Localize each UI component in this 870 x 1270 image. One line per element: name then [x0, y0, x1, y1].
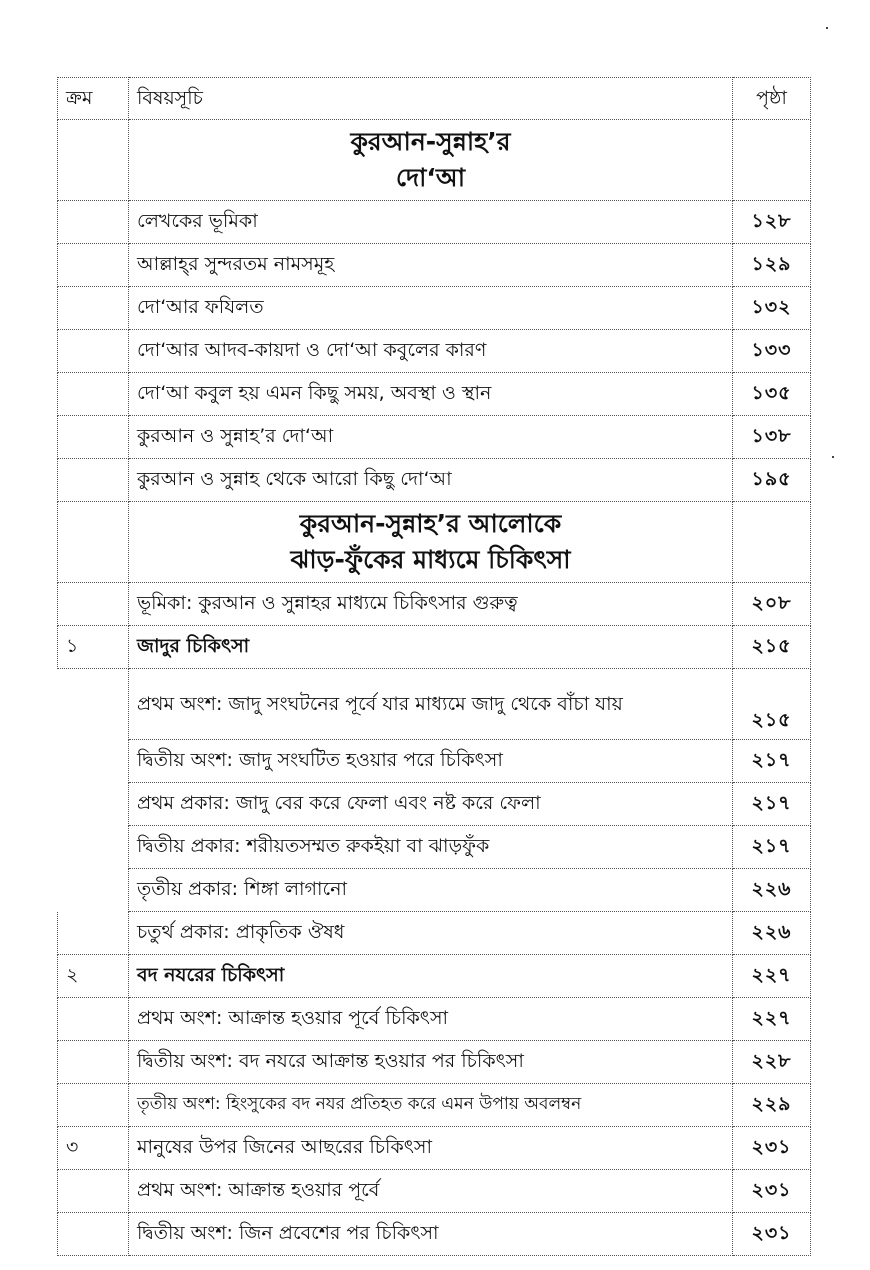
row-topic: দো‘আ কবুল হয় এমন কিছু সময়, অবস্থা ও স্থান	[129, 373, 733, 416]
row-topic: কুরআন ও সুন্নাহ থেকে আরো কিছু দো‘আ	[129, 459, 733, 502]
row-page: ২২৮	[733, 1041, 811, 1084]
row-serial	[58, 330, 129, 373]
toc-row	[58, 1041, 811, 1084]
stray-dot	[826, 27, 828, 29]
row-topic: প্রথম অংশ: জাদু সংঘটনের পূর্বে যার মাধ্যমে জাদু থেকে বাঁচা যায়	[129, 669, 733, 740]
section-title	[129, 120, 733, 201]
row-topic: বদ নযরের চিকিৎসা	[129, 955, 733, 998]
row-topic: ভূমিকা: কুরআন ও সুন্নাহর মাধ্যমে চিকিৎসার গুরুত্ব	[129, 583, 733, 626]
row-serial	[58, 583, 129, 626]
row-serial	[58, 869, 129, 912]
header-serial: ক্রম	[58, 78, 129, 120]
section-title-line: ঝাড়-ফুঁকের মাধ্যমে চিকিৎসা	[290, 545, 571, 574]
row-topic: দ্বিতীয় অংশ: বদ নযরে আক্রান্ত হওয়ার পর চিকিৎসা	[129, 1041, 733, 1084]
toc-row	[58, 783, 811, 826]
toc-row	[58, 1084, 811, 1127]
section-title-line: দো‘আ	[395, 163, 466, 192]
toc-row	[58, 583, 811, 626]
toc-row	[58, 287, 811, 330]
stray-dot	[832, 456, 834, 458]
row-page: ২৩১	[733, 1213, 811, 1256]
toc-row	[58, 1213, 811, 1256]
row-topic: লেখকের ভূমিকা	[129, 201, 733, 244]
row-page: ২২৭	[733, 955, 811, 998]
toc-row	[58, 998, 811, 1041]
row-page: ২১৭	[733, 826, 811, 869]
row-topic: জাদুর চিকিৎসা	[129, 626, 733, 669]
section-title-line: কুরআন-সুন্নাহ’র	[350, 126, 511, 156]
row-page: ১৩৮	[733, 416, 811, 459]
row-page: ২২৭	[733, 998, 811, 1041]
row-serial: ২	[58, 955, 129, 998]
table-header-row	[58, 78, 811, 120]
row-topic: দ্বিতীয় অংশ: জিন প্রবেশের পর চিকিৎসা	[129, 1213, 733, 1256]
row-topic: দ্বিতীয় অংশ: জাদু সংঘটিত হওয়ার পরে চিকিৎসা	[129, 740, 733, 783]
section-title	[129, 502, 733, 583]
row-topic: প্রথম প্রকার: জাদু বের করে ফেলা এবং নষ্ট করে ফেলা	[129, 783, 733, 826]
row-topic: চতুর্থ প্রকার: প্রাকৃতিক ঔষধ	[129, 912, 733, 955]
row-serial	[58, 201, 129, 244]
row-serial	[58, 998, 129, 1041]
row-page: ২১৫	[733, 669, 811, 740]
row-topic: মানুষের উপর জিনের আছরের চিকিৎসা	[129, 1127, 733, 1170]
row-serial	[58, 826, 129, 869]
row-serial	[58, 740, 129, 783]
toc-chapter-row	[58, 955, 811, 998]
row-serial	[58, 912, 129, 955]
row-page: ১৩৫	[733, 373, 811, 416]
row-page: ২২৬	[733, 869, 811, 912]
row-serial	[58, 1170, 129, 1213]
toc-row	[58, 740, 811, 783]
toc-row	[58, 869, 811, 912]
toc-chapter-row	[58, 626, 811, 669]
row-serial	[58, 1041, 129, 1084]
row-topic: দো‘আর আদব-কায়দা ও দো‘আ কবুলের কারণ	[129, 330, 733, 373]
row-page: ২৩১	[733, 1127, 811, 1170]
header-page: পৃষ্ঠা	[733, 78, 811, 120]
row-serial: ৩	[58, 1127, 129, 1170]
row-serial	[58, 373, 129, 416]
row-page: ১৯৫	[733, 459, 811, 502]
toc-row	[58, 459, 811, 502]
row-topic: তৃতীয় অংশ: হিংসুকের বদ নযর প্রতিহত করে এমন উপায় অবলম্বন	[129, 1084, 733, 1127]
row-page: ১৩৩	[733, 330, 811, 373]
row-serial	[58, 244, 129, 287]
row-serial	[58, 1084, 129, 1127]
row-serial	[58, 783, 129, 826]
row-topic: আল্লাহ্‌র সুন্দরতম নামসমূহ	[129, 244, 733, 287]
row-page: ২২৯	[733, 1084, 811, 1127]
row-topic: দ্বিতীয় প্রকার: শরীয়তসম্মত রুকইয়া বা ঝাড়ফুঁক	[129, 826, 733, 869]
row-serial	[58, 459, 129, 502]
row-page: ২১৭	[733, 740, 811, 783]
header-topic: বিষয়সূচি	[129, 78, 733, 120]
toc-row	[58, 826, 811, 869]
row-page: ১৩২	[733, 287, 811, 330]
row-page: ২১৫	[733, 626, 811, 669]
row-topic: কুরআন ও সুন্নাহ’র দো‘আ	[129, 416, 733, 459]
row-topic: তৃতীয় প্রকার: শিঙ্গা লাগানো	[129, 869, 733, 912]
row-page: ১২৯	[733, 244, 811, 287]
toc-row	[58, 416, 811, 459]
row-serial	[58, 287, 129, 330]
row-serial	[58, 669, 129, 740]
section-heading-row	[58, 120, 811, 201]
section-title-line: কুরআন-সুন্নাহ’র আলোকে	[299, 508, 562, 538]
contents-table	[57, 77, 811, 1256]
toc-row	[58, 201, 811, 244]
toc-row	[58, 669, 811, 740]
row-serial	[58, 1213, 129, 1256]
section-heading-row	[58, 502, 811, 583]
row-serial: ১	[58, 626, 129, 669]
toc-row	[58, 1127, 811, 1170]
row-page: ২২৬	[733, 912, 811, 955]
row-serial	[58, 416, 129, 459]
row-page: ২১৭	[733, 783, 811, 826]
row-topic: প্রথম অংশ: আক্রান্ত হওয়ার পূর্বে চিকিৎসা	[129, 998, 733, 1041]
toc-row	[58, 373, 811, 416]
toc-row	[58, 912, 811, 955]
row-page: ১২৮	[733, 201, 811, 244]
toc-row	[58, 244, 811, 287]
row-topic: প্রথম অংশ: আক্রান্ত হওয়ার পূর্বে	[129, 1170, 733, 1213]
row-page: ২৩১	[733, 1170, 811, 1213]
row-topic: দো‘আর ফযিলত	[129, 287, 733, 330]
toc-row	[58, 330, 811, 373]
toc-row	[58, 1170, 811, 1213]
row-page: ২০৮	[733, 583, 811, 626]
